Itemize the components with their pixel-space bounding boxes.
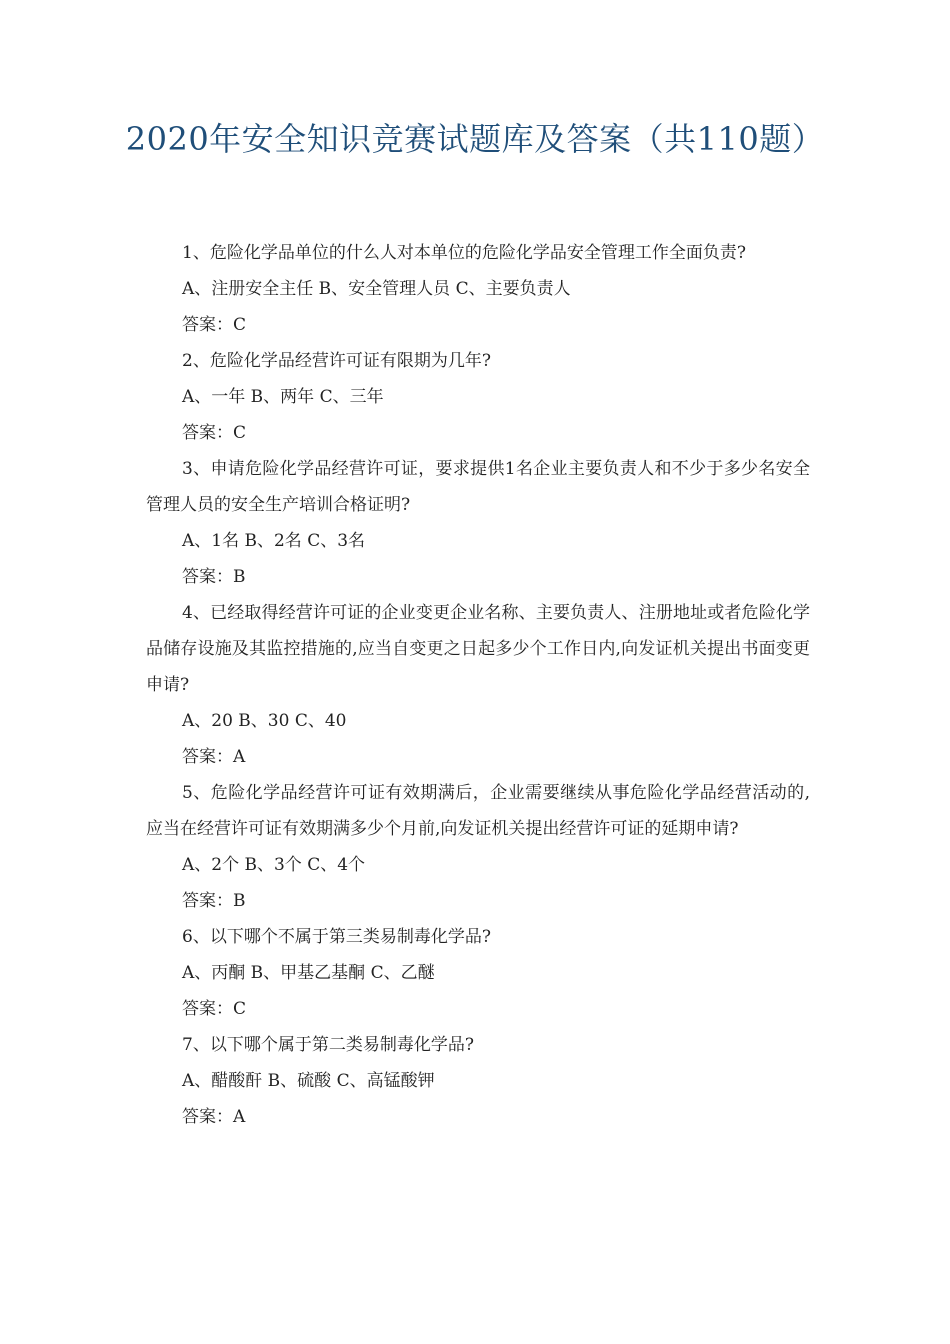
question-answer: 答案：A	[182, 1107, 246, 1127]
question-text: 2、危险化学品经营许可证有限期为几年?	[182, 351, 491, 371]
question-list	[146, 235, 810, 1135]
question-item	[146, 235, 810, 343]
question-answer: 答案：A	[182, 747, 246, 767]
question-options: A、20 B、30 C、40	[182, 711, 347, 731]
question-options: A、1名 B、2名 C、3名	[182, 531, 366, 551]
question-item	[146, 775, 810, 919]
question-text: 6、以下哪个不属于第三类易制毒化学品?	[182, 927, 491, 947]
question-options: A、注册安全主任 B、安全管理人员 C、主要负责人	[182, 279, 571, 299]
question-text: 1、危险化学品单位的什么人对本单位的危险化学品安全管理工作全面负责?	[182, 243, 746, 263]
question-item	[146, 595, 810, 775]
question-item	[146, 343, 810, 451]
question-answer: 答案：C	[182, 999, 247, 1019]
question-options: A、一年 B、两年 C、三年	[182, 387, 384, 407]
question-item	[146, 919, 810, 1027]
question-answer: 答案：B	[182, 891, 246, 911]
question-text: 3、申请危险化学品经营许可证，要求提供1名企业主要负责人和不少于多少名安全管理人员的安全生产培训合格证明?	[146, 459, 810, 515]
question-options: A、2个 B、3个 C、4个	[182, 855, 366, 875]
question-answer: 答案：C	[182, 423, 247, 443]
question-item	[146, 451, 810, 595]
question-text: 5、危险化学品经营许可证有效期满后，企业需要继续从事危险化学品经营活动的,应当在经营许可证有效期满多少个月前,向发证机关提出经营许可证的延期申请?	[146, 783, 810, 839]
question-text: 4、已经取得经营许可证的企业变更企业名称、主要负责人、注册地址或者危险化学品储存设施及其监控措施的,应当自变更之日起多少个工作日内,向发证机关提出书面变更申请?	[146, 603, 810, 695]
question-item	[146, 1027, 810, 1135]
question-answer: 答案：C	[182, 315, 247, 335]
document-title: 2020年安全知识竞赛试题库及答案（共110题）	[125, 120, 825, 158]
question-answer: 答案：B	[182, 567, 246, 587]
question-text: 7、以下哪个属于第二类易制毒化学品?	[182, 1035, 474, 1055]
question-options: A、醋酸酐 B、硫酸 C、高锰酸钾	[182, 1071, 435, 1091]
question-options: A、丙酮 B、甲基乙基酮 C、乙醚	[182, 963, 435, 983]
